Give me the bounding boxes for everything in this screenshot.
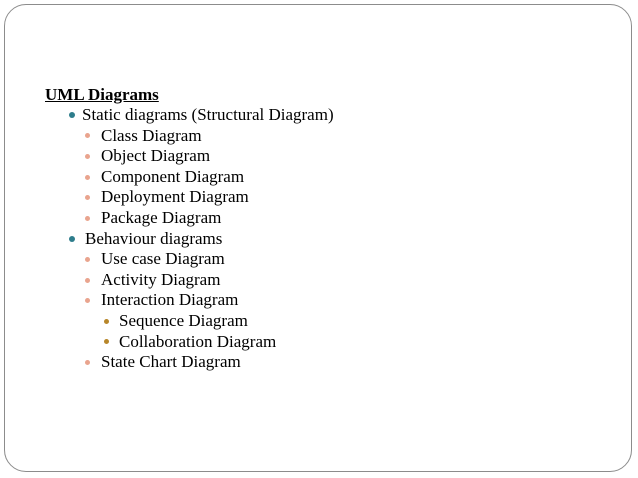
list-item-deployment-diagram [45, 187, 334, 208]
list-item-label: Component Diagram [101, 166, 245, 186]
list-item-label: Use case Diagram [101, 249, 225, 269]
list-item-label: Object Diagram [101, 146, 211, 166]
list-item-label: Collaboration Diagram [119, 331, 277, 351]
bullet-icon [85, 278, 90, 283]
bullet-icon [85, 257, 90, 262]
list-item-label: Deployment Diagram [101, 187, 249, 207]
list-item-class-diagram [45, 126, 334, 147]
list-item-collaboration-diagram [45, 332, 334, 353]
bullet-icon [85, 133, 90, 138]
list-item-label: Behaviour diagrams [85, 228, 223, 248]
bullet-icon [85, 154, 90, 159]
bullet-icon [85, 360, 90, 365]
slide-content [45, 85, 334, 373]
bullet-icon [85, 216, 90, 221]
list-item-label: Sequence Diagram [119, 310, 248, 330]
slide-heading: UML Diagrams [45, 85, 159, 104]
bullet-icon [85, 298, 90, 303]
bullet-icon [85, 195, 90, 200]
bullet-icon [85, 175, 90, 180]
list-item-interaction-diagram [45, 290, 334, 311]
list-item-label: Activity Diagram [101, 269, 221, 289]
bullet-icon [104, 339, 109, 344]
bullet-icon [69, 112, 75, 118]
list-item-sequence-diagram [45, 311, 334, 332]
bullet-list [45, 105, 334, 373]
bullet-icon [69, 236, 75, 242]
list-item-label: Package Diagram [101, 207, 222, 227]
list-item-object-diagram [45, 146, 334, 167]
bullet-icon [104, 319, 109, 324]
list-item-label: Interaction Diagram [101, 290, 239, 310]
list-item-label: State Chart Diagram [101, 352, 241, 372]
list-item-component-diagram [45, 167, 334, 188]
list-item-activity-diagram [45, 270, 334, 291]
list-item-static-diagrams [45, 105, 334, 126]
list-item-state-chart-diagram [45, 352, 334, 373]
list-item-package-diagram [45, 208, 334, 229]
list-item-behaviour-diagrams [45, 229, 334, 250]
list-item-label: Class Diagram [101, 125, 202, 145]
slide-frame [4, 4, 632, 472]
list-item-use-case-diagram [45, 249, 334, 270]
list-item-label: Static diagrams (Structural Diagram) [82, 105, 334, 124]
